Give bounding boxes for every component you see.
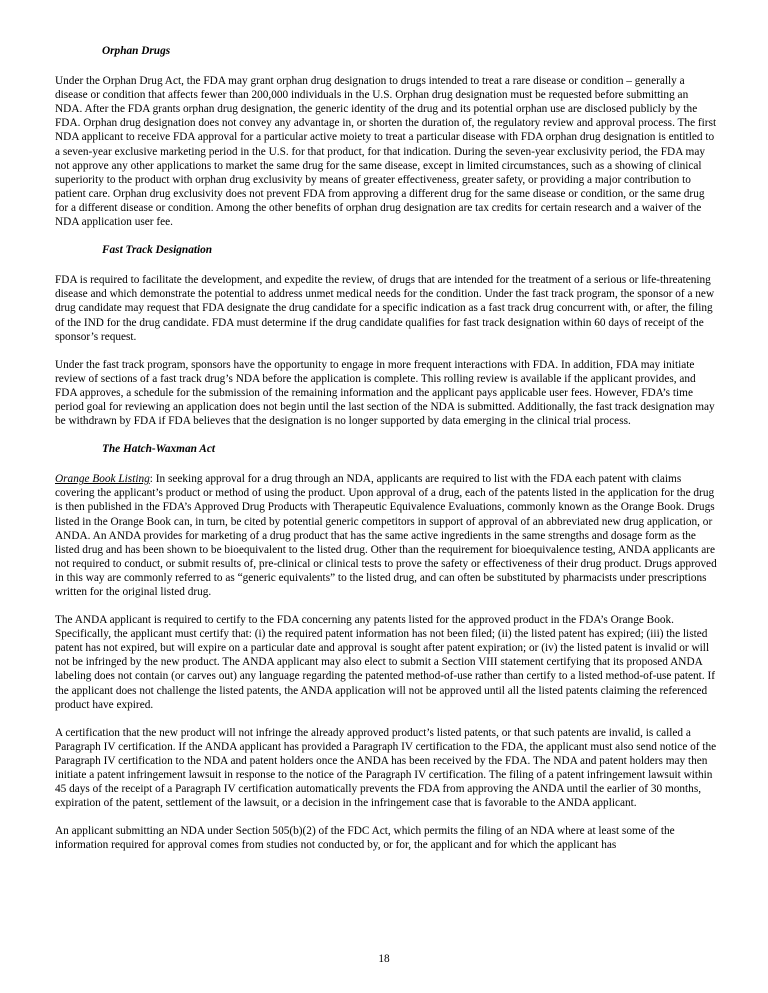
- orange-book-listing-lead: Orange Book Listing: [55, 473, 150, 486]
- paragraph-fast-track-2: Under the fast track program, sponsors have the opportunity to engage in more frequent interactions with FDA. In addition, FDA may initiate review of sections of a fast track drug’s NDA before the application is complete. This rolling review is available if the applicant provides, and FDA approves, a schedule for the submission of the remaining information and the applicant pays applicable user fees. However, FDA’s time period goal for reviewing an application does not begin until the last section of the NDA is submitted. Additionally, the fast track designation may be withdrawn by FDA if FDA believes that the designation is no longer supported by data emerging in the clinical trial process.: [55, 358, 715, 428]
- paragraph-orphan-drugs: Under the Orphan Drug Act, the FDA may grant orphan drug designation to drugs intended to treat a rare disease or condition – generally a disease or condition that affects fewer than 200,000 individuals in the U.S. Orphan drug designation must be requested before submitting an NDA. After the FDA grants orphan drug designation, the generic identity of the drug and its potential orphan use are disclosed publicly by the FDA. Orphan drug designation does not convey any advantage in, or shorten the duration of, the regulatory review and approval process. The first NDA applicant to receive FDA approval for a particular active moiety to treat a particular disease with FDA orphan drug designation is entitled to a seven-year exclusive marketing period in the U.S. for that product, for that indication. During the seven-year exclusivity period, the FDA may not approve any other applications to market the same drug for the same disease, except in limited circumstances, such as a showing of clinical superiority to the product with orphan drug exclusivity by means of greater effectiveness, greater safety, or providing a major contribution to patient care. Orphan drug exclusivity does not prevent FDA from approving a different drug for the same disease or condition, or the same drug for a different disease or condition. Among the other benefits of orphan drug designation are tax credits for certain research and a waiver of the NDA application user fee.: [55, 75, 717, 229]
- document-page: [55, 44, 718, 867]
- paragraph-505b2: An applicant submitting an NDA under Section 505(b)(2) of the FDC Act, which permits the filing of an NDA where at least some of the information required for approval comes from studies not conducted by, or for, the applicant and for which the applicant has: [55, 825, 675, 852]
- orange-book-listing-text: In seeking approval for a drug through an NDA, applicants are required to list with the FDA each patent with claims covering the applicant’s product or method of using the product. Upon approval of a drug, each of the patents listed in the application for the drug is then published in the FDA’s Approved Drug Products with Therapeutic Equivalence Evaluations, commonly known as the Orange Book. Drugs listed in the Orange Book can, in turn, be cited by potential generic competitors in support of approval of an abbreviated new drug application, or ANDA. An ANDA provides for marketing of a drug product that has the same active ingredients in the same strengths and dosage form as the listed drug and has been shown to be bioequivalent to the listed drug. Other than the requirement for bioequivalence testing, ANDA applicants are not required to conduct, or submit results of, pre-clinical or clinical tests to prove the safety or effectiveness of their drug product. Drugs approved in this way are commonly referred to as “generic equivalents” to the listed drug, and can often be substituted by pharmacists under prescriptions written for the original listed drug.: [55, 473, 717, 598]
- section-heading-hatch-waxman: The Hatch-Waxman Act: [102, 443, 215, 456]
- paragraph-paragraph-iv: A certification that the new product will not infringe the already approved product’s listed patents, or that such patents are invalid, is called a Paragraph IV certification. If the ANDA applicant has provided a Paragraph IV certification to the FDA, the applicant must also send notice of the Paragraph IV certification to the NDA and patent holders once the ANDA has been received by the FDA. The NDA and patent holders may then initiate a patent infringement lawsuit in response to the notice of the Paragraph IV certification. The filing of a patent infringement lawsuit within 45 days of the receipt of a Paragraph IV certification automatically prevents the FDA from approving the ANDA until the earlier of 30 months, expiration of the patent, settlement of the lawsuit, or a decision in the infringement case that is favorable to the ANDA applicant.: [55, 726, 717, 810]
- section-heading-fast-track: Fast Track Designation: [102, 244, 213, 257]
- orange-book-lead-colon: :: [149, 473, 153, 486]
- paragraph-orange-book: [55, 472, 718, 599]
- paragraph-fast-track-1: FDA is required to facilitate the development, and expedite the review, of drugs that are intended for the treatment of a serious or life-threatening disease and which demonstrate the potential to address unmet medical needs for the condition. Under the fast track program, the sponsor of a new drug candidate may request that FDA designate the drug candidate for a specific indication as a fast track drug concurrent with, or after, the filing of the IND for the drug candidate. FDA must determine if the drug candidate qualifies for fast track designation within 60 days of receipt of the sponsor’s request.: [55, 274, 715, 343]
- paragraph-anda-certification: The ANDA applicant is required to certify to the FDA concerning any patents listed for the approved product in the FDA’s Orange Book. Specifically, the applicant must certify that: (i) the required patent information has not been filed; (ii) the listed patent has expired; (iii) the listed patent has not expired, but will expire on a particular date and approval is sought after patent expiration; or (iv) the listed patent is invalid or will not be infringed by the new product. The ANDA applicant may also elect to submit a Section VIII statement certifying that its proposed ANDA labeling does not contain (or carves out) any language regarding the patented method-of-use rather than certify to a listed method-of-use patent. If the applicant does not challenge the listed patents, the ANDA application will not be approved until all the listed patents claiming the referenced product have expired.: [55, 614, 715, 711]
- page-number: 18: [378, 953, 390, 965]
- section-heading-orphan-drugs: Orphan Drugs: [102, 45, 171, 57]
